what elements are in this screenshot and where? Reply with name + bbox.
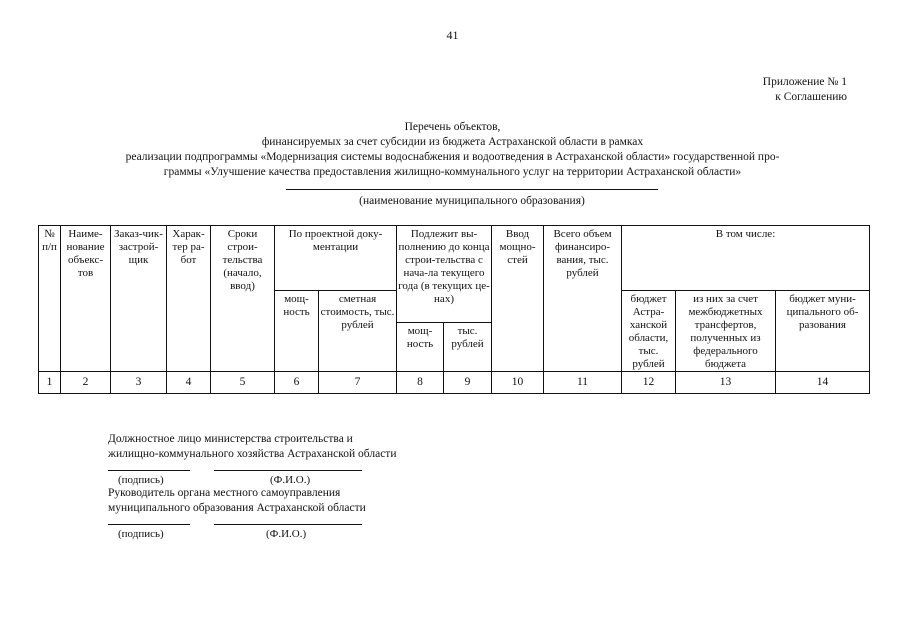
appendix-line-2: к Соглашению [775,91,847,103]
header-total-financing: Всего объем финансиро-вания, тыс. рублей [544,226,622,372]
header-interbudget: из них за счет межбюджетных трансфертов, полученных из федерального бюджета [676,291,776,372]
signature-blank-1 [108,470,190,471]
heading-line-3: реализации подпрограммы «Модернизация системы водоснабжения и водоотведения в Астраханской области» государственной про- [125,151,780,163]
fio-blank-2 [214,524,362,525]
official-title [108,432,397,462]
head-title [108,486,366,516]
signature-blank-2 [108,524,190,525]
header-num: № п/п [39,226,61,372]
column-number: 14 [776,372,870,394]
page-number: 41 [446,28,459,42]
signature-caption-2: (подпись) [118,528,164,540]
heading-line-2: финансируемых за счет субсидии из бюджета Астраханской области в рамках [261,136,644,148]
signature-caption-1: (подпись) [118,474,164,486]
appendix-label [763,75,847,105]
header-regional-budget: бюджет Астра-ханской области, тыс. рублей [622,291,676,372]
column-number: 13 [676,372,776,394]
column-number: 5 [211,372,275,394]
table-header-row-1 [39,226,870,291]
header-capacity: мощ-ность [275,291,319,372]
municipality-blank-line [286,189,658,190]
column-number: 9 [444,372,492,394]
header-character: Харак-тер ра-бот [167,226,211,372]
heading-line-4: граммы «Улучшение качества предоставления жилищно-коммунального услуг на территории Астраханской области» [163,166,742,178]
header-terms: Сроки строи-тельства (начало, ввод) [211,226,275,372]
official-line-2: жилищно-коммунального хозяйства Астраханской области [108,448,397,460]
appendix-line-1: Приложение № 1 [762,76,847,88]
column-number: 7 [319,372,397,394]
heading-line-1: Перечень объектов, [404,121,501,133]
column-number: 4 [167,372,211,394]
header-name: Наиме-нование объекс-тов [61,226,111,372]
municipality-caption: (наименование муниципального образования) [359,195,585,207]
column-number: 10 [492,372,544,394]
column-number: 8 [397,372,444,394]
fio-blank-1 [214,470,362,471]
column-number: 12 [622,372,676,394]
header-to-execute: Подлежит вы-полнению до конца строи-тельства с нача-ла текущего года (в текущих це-нах) [397,226,492,323]
header-estimated-cost: сметная стоимость, тыс. рублей [319,291,397,372]
document-heading [0,120,905,180]
column-number: 2 [61,372,111,394]
head-line-2: муниципального образования Астраханской области [108,502,366,514]
header-design-docs: По проектной доку-ментации [275,226,397,291]
official-line-1: Должностное лицо министерства строительства и [108,433,353,445]
header-customer: Заказ-чик-застрой-щик [111,226,167,372]
column-number: 6 [275,372,319,394]
column-number-row [39,372,870,394]
header-exec-thousand: тыс. рублей [444,323,492,372]
head-line-1: Руководитель органа местного самоуправления [108,487,341,499]
header-commissioning: Ввод мощно-стей [492,226,544,372]
column-number: 3 [111,372,167,394]
header-including: В том числе: [622,226,870,291]
header-municipal-budget: бюджет муни-ципального об-разования [776,291,870,372]
column-number: 11 [544,372,622,394]
column-number: 1 [39,372,61,394]
objects-table [38,225,870,394]
header-exec-capacity: мощ-ность [397,323,444,372]
fio-caption-1: (Ф.И.О.) [270,474,311,486]
fio-caption-2: (Ф.И.О.) [266,528,307,540]
